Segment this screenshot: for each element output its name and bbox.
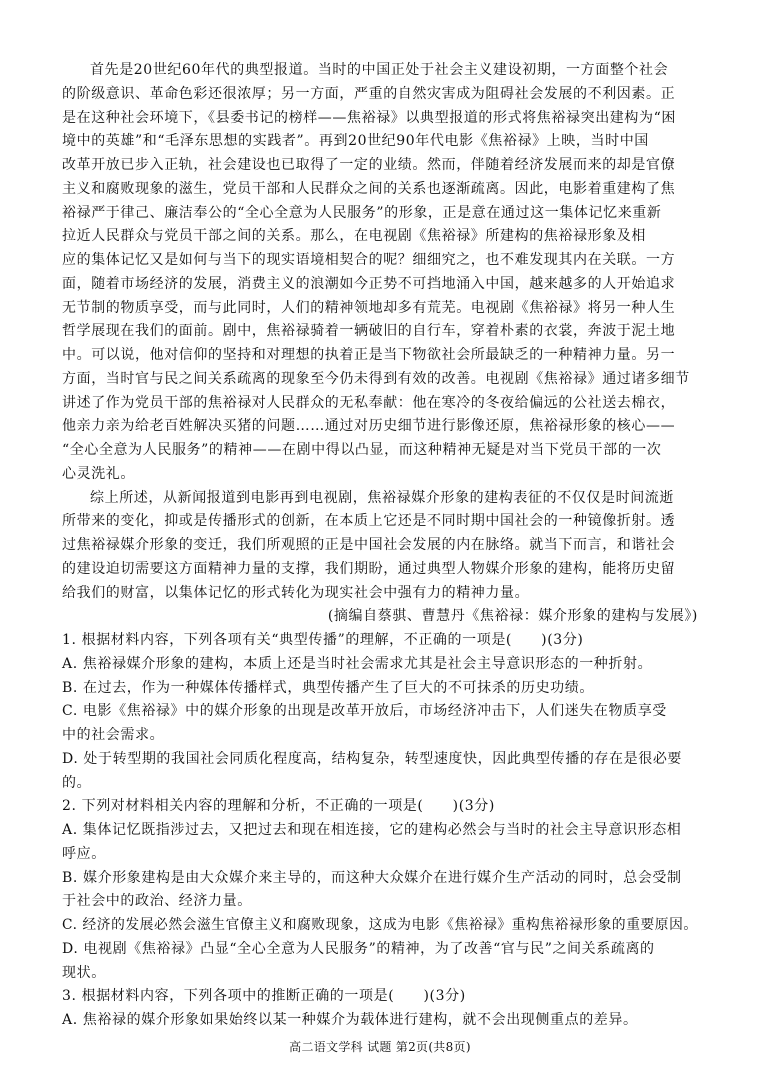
- paragraph-line: 是在这种社会环境下，《县委书记的榜样——焦裕禄》以典型报道的形式将焦裕禄突出建构为“困: [62, 109, 676, 126]
- answer-option: 中的社会需求。: [62, 727, 165, 743]
- paragraph-line: 中。可以说，他对信仰的坚持和对理想的执着正是当下物欲社会所最缺乏的一种精神力量。另一: [62, 347, 676, 363]
- paragraph-line: 过焦裕禄媒介形象的变迁，我们所观照的正是中国社会发展的内在脉络。就当下而言，和谐社会: [62, 537, 676, 553]
- paragraph-line: 心灵洗礼。: [62, 465, 135, 482]
- paragraph-line: 的阶级意识、革命色彩还很浓厚；另一方面，严重的自然灾害成为阻碍社会发展的不利因素。正: [62, 85, 676, 102]
- paragraph-line: 综上所述，从新闻报道到电影再到电视剧，焦裕禄媒介形象的建构表征的不仅仅是时间流逝: [90, 489, 674, 506]
- paragraph-line: 拉近人民群众与党员干部之间的关系。那么，在电视剧《焦裕禄》所建构的焦裕禄形象及相: [62, 228, 646, 245]
- paragraph-line: 方面，当时官与民之间关系疏离的现象至今仍未得到有效的改善。电视剧《焦裕禄》通过诸多细节: [62, 370, 690, 387]
- paragraph-line: 哲学展现在我们的面前。剧中，焦裕禄骑着一辆破旧的自行车，穿着朴素的衣裳，奔波于泥土地: [62, 323, 676, 340]
- paragraph-line: “全心全意为人民服务”的精神——在剧中得以凸显，而这种精神无疑是对当下党员干部的一次: [62, 442, 662, 458]
- paragraph-line: 主义和腐败现象的滋生，党员干部和人民群众之间的关系也逐渐疏离。因此，电影着重建构了焦: [62, 180, 676, 197]
- answer-option: D. 电视剧《焦裕禄》凸显“全心全意为人民服务”的精神，为了改善“官与民”之间关系疏离的: [62, 940, 655, 957]
- answer-option: C. 经济的发展必然会滋生官僚主义和腐败现象，这成为电影《焦裕禄》重构焦裕禄形象的重要原因。: [62, 917, 698, 933]
- source-citation: (摘编自蔡骐、曹慧丹《焦裕禄：媒介形象的建构与发展》): [327, 608, 698, 625]
- answer-option: A. 集体记忆既指涉过去，又把过去和现在相连接，它的建构必然会与当时的社会主导意识形态相: [62, 822, 682, 838]
- paragraph-line: 无节制的物质享受，而与此同时，人们的精神领地却多有荒芜。电视剧《焦裕禄》将另一种人生: [62, 299, 676, 316]
- paragraph-line: 裕禄严于律己、廉洁奉公的“全心全意为人民服务”的形象，正是意在通过这一集体记忆来重新: [62, 204, 662, 221]
- paragraph-line: 他亲力亲为给老百姓解决买猪的问题……通过对历史细节进行影像还原，焦裕禄形象的核心——: [62, 418, 676, 435]
- paragraph-line: 讲述了作为党员干部的焦裕禄对人民群众的无私奉献：他在寒冷的冬夜给偏远的公社送去棉衣，: [62, 394, 676, 411]
- answer-option: D. 处于转型期的我国社会同质化程度高，结构复杂，转型速度快，因此典型传播的存在是很必要: [62, 750, 683, 767]
- paragraph-line: 首先是20世纪60年代的典型报道。当时的中国正处于社会主义建设初期，一方面整个社会: [90, 62, 669, 78]
- answer-option: A. 焦裕禄媒介形象的建构，本质上还是当时社会需求尤其是社会主导意识形态的一种折射。: [62, 655, 653, 672]
- answer-option: B. 媒介形象建构是由大众媒介来主导的，而这种大众媒介在进行媒介生产活动的同时，总会受制: [62, 869, 682, 886]
- question-stem: 3. 根据材料内容，下列各项中的推断正确的一项是( )(3分): [62, 988, 466, 1005]
- answer-option: 呼应。: [62, 845, 106, 862]
- paragraph-line: 面，随着市场经济的发展，消费主义的浪潮如今正势不可挡地涌入中国，越来越多的人开始追求: [62, 275, 676, 292]
- paragraph-line: 境中的英雄”和“毛泽东思想的实践者”。再到20世纪90年代电影《焦裕禄》上映，当时中国: [62, 133, 649, 150]
- answer-option: 现状。: [62, 964, 106, 981]
- paragraph-line: 改革开放已步入正轨，社会建设也已取得了一定的业绩。然而，伴随着经济发展而来的却是官僚: [62, 157, 676, 173]
- answer-option: 的。: [62, 774, 92, 791]
- question-stem: 2. 下列对材料相关内容的理解和分析，不正确的一项是( )(3分): [62, 798, 495, 815]
- answer-option: B. 在过去，作为一种媒体传播样式，典型传播产生了巨大的不可抹杀的历史功绩。: [62, 679, 594, 696]
- answer-option: C. 电影《焦裕禄》中的媒介形象的出现是改革开放后，市场经济冲击下，人们迷失在物质享受: [62, 703, 667, 720]
- page-footer: 高二语文学科 试题 第2页(共8页): [289, 1040, 471, 1054]
- answer-option: 于社会中的政治、经济力量。: [62, 893, 252, 910]
- answer-option: A. 焦裕禄的媒介形象如果始终以某一种媒介为载体进行建构，就不会出现侧重点的差异。: [62, 1012, 638, 1028]
- paragraph-line: 给我们的财富，以集体记忆的形式转化为现实社会中强有力的精神力量。: [62, 584, 530, 601]
- question-stem: 1. 根据材料内容，下列各项有关“典型传播”的理解，不正确的一项是( )(3分): [62, 632, 584, 648]
- paragraph-line: 的建设迫切需要这方面精神力量的支撑，我们期盼，通过典型人物媒介形象的建构，能将历史留: [62, 560, 676, 577]
- paragraph-line: 所带来的变化，抑或是传播形式的创新，在本质上它还是不同时期中国社会的一种镜像折射。透: [62, 513, 676, 530]
- paragraph-line: 应的集体记忆又是如何与当下的现实语境相契合的呢？细细究之，也不难发现其内在关联。一方: [62, 252, 676, 268]
